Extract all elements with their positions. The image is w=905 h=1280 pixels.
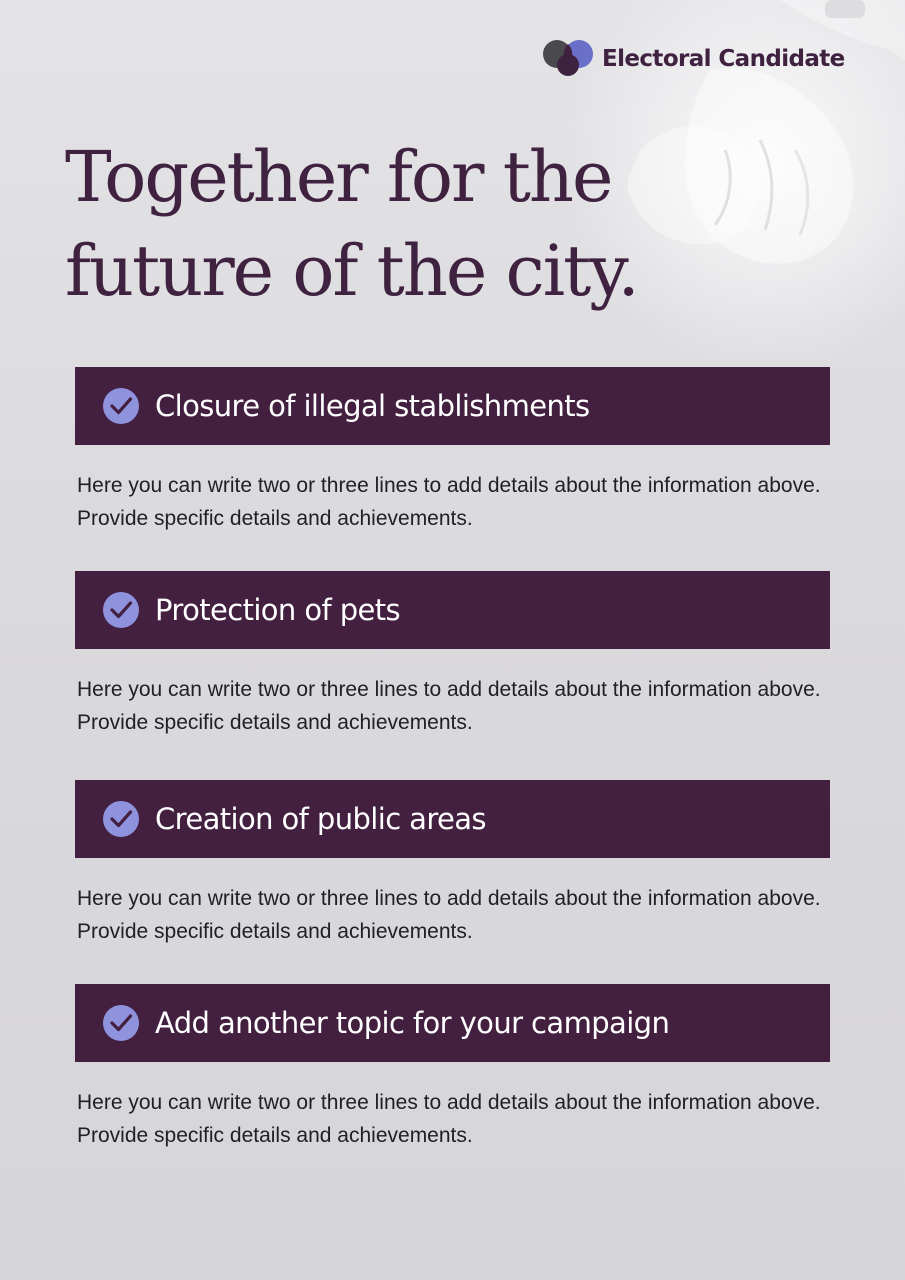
check-circle-icon bbox=[103, 1005, 139, 1041]
headline-line-1: Together for the bbox=[65, 136, 612, 218]
topic-title: Protection of pets bbox=[155, 593, 401, 627]
topic-title: Closure of illegal stablishments bbox=[155, 389, 590, 423]
topic-description: Here you can write two or three lines to add details about the information above. Provide specific details and achievements. bbox=[77, 678, 821, 734]
topic-title: Creation of public areas bbox=[155, 802, 486, 836]
topic-creation-public-areas bbox=[75, 780, 830, 948]
brand-logo bbox=[541, 38, 845, 80]
check-circle-icon bbox=[103, 801, 139, 837]
topic-header bbox=[75, 367, 830, 445]
topic-protection-of-pets bbox=[75, 571, 830, 739]
heart-logo-icon bbox=[541, 38, 597, 80]
headline-line-2: future of the city. bbox=[65, 230, 638, 312]
check-circle-icon bbox=[103, 388, 139, 424]
brand-name: Electoral Candidate bbox=[602, 46, 845, 72]
topic-title: Add another topic for your campaign bbox=[155, 1006, 670, 1040]
topic-description: Here you can write two or three lines to add details about the information above. Provide specific details and achievements. bbox=[77, 474, 821, 530]
topic-closure-illegal-establishments bbox=[75, 367, 830, 535]
topic-header bbox=[75, 780, 830, 858]
topic-description: Here you can write two or three lines to add details about the information above. Provide specific details and achievements. bbox=[77, 887, 821, 943]
topic-header bbox=[75, 571, 830, 649]
page-title bbox=[65, 130, 765, 318]
topic-add-another bbox=[75, 984, 830, 1152]
topic-description: Here you can write two or three lines to add details about the information above. Provide specific details and achievements. bbox=[77, 1091, 821, 1147]
check-circle-icon bbox=[103, 592, 139, 628]
topic-header bbox=[75, 984, 830, 1062]
